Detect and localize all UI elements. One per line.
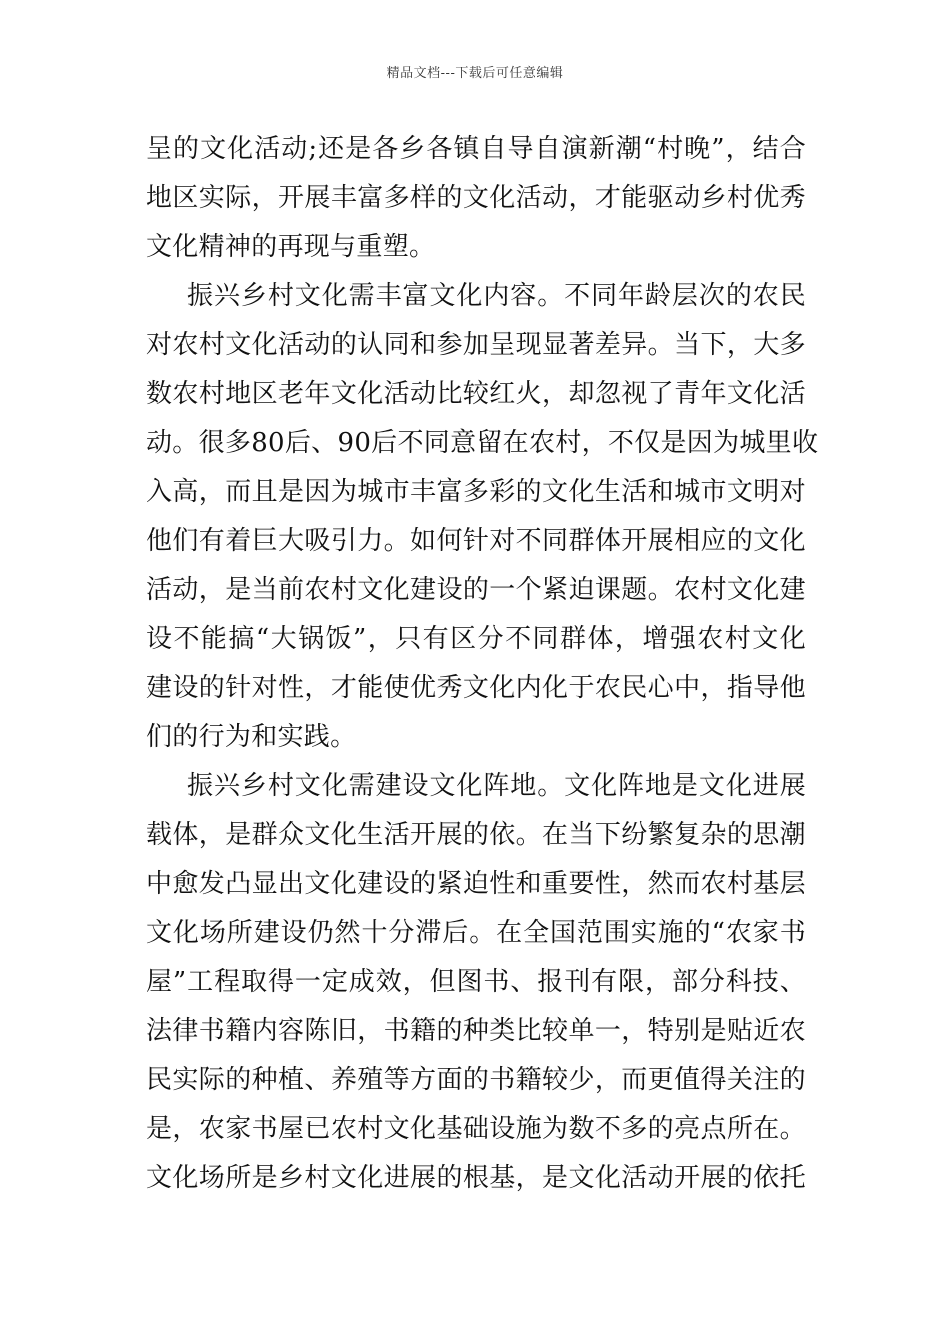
text-line: 地区实际，开展丰富多样的文化活动，才能驱动乡村优秀 (146, 183, 806, 213)
paragraph-first-line: 振兴乡村文化需丰富文化内容。不同年龄层次的农民 (187, 281, 806, 311)
text-line: 法律书籍内容陈旧，书籍的种类比较单一，特别是贴近农 (146, 1016, 806, 1046)
text-line: 活动，是当前农村文化建设的一个紧迫课题。农村文化建 (146, 575, 806, 605)
text-line: 是，农家书屋已农村文化基础设施为数不多的亮点所在。 (146, 1114, 806, 1144)
text-line: 文化精神的再现与重塑。 (146, 232, 436, 262)
text-line: 建设的针对性，才能使优秀文化内化于农民心中，指导他 (146, 673, 806, 703)
text-line: 民实际的种植、养殖等方面的书籍较少，而更值得关注的 (146, 1065, 806, 1095)
body-text (146, 125, 819, 1203)
text-line: 对农村文化活动的认同和参加呈现显著差异。当下，大多 (146, 330, 806, 360)
text-line: 数农村地区老年文化活动比较红火，却忽视了青年文化活 (146, 379, 806, 409)
text-line: 设不能搞“大锅饭”，只有区分不同群体，增强农村文化 (146, 624, 806, 654)
paragraph-first-line: 振兴乡村文化需建设文化阵地。文化阵地是文化进展 (187, 771, 806, 801)
text-line: 们的行为和实践。 (146, 722, 357, 752)
text-line: 屋”工程取得一定成效，但图书、报刊有限，部分科技、 (146, 967, 806, 997)
text-line: 中愈发凸显出文化建设的紧迫性和重要性，然而农村基层 (146, 869, 806, 899)
text-line: 入高，而且是因为城市丰富多彩的文化生活和城市文明对 (146, 477, 806, 507)
text-line: 载体，是群众文化生活开展的依。在当下纷繁复杂的思潮 (146, 820, 806, 850)
text-line: 文化场所建设仍然十分滞后。在全国范围实施的“农家书 (146, 918, 806, 948)
text-line: 动。很多80后、90后不同意留在农村，不仅是因为城里收 (146, 428, 819, 458)
text-line: 文化场所是乡村文化进展的根基，是文化活动开展的依托 (146, 1163, 806, 1193)
page-header: 精品文档---下载后可任意编辑 (386, 66, 564, 81)
text-line: 他们有着巨大吸引力。如何针对不同群体开展相应的文化 (146, 526, 806, 556)
text-line: 呈的文化活动;还是各乡各镇自导自演新潮“村晚”，结合 (146, 134, 806, 164)
